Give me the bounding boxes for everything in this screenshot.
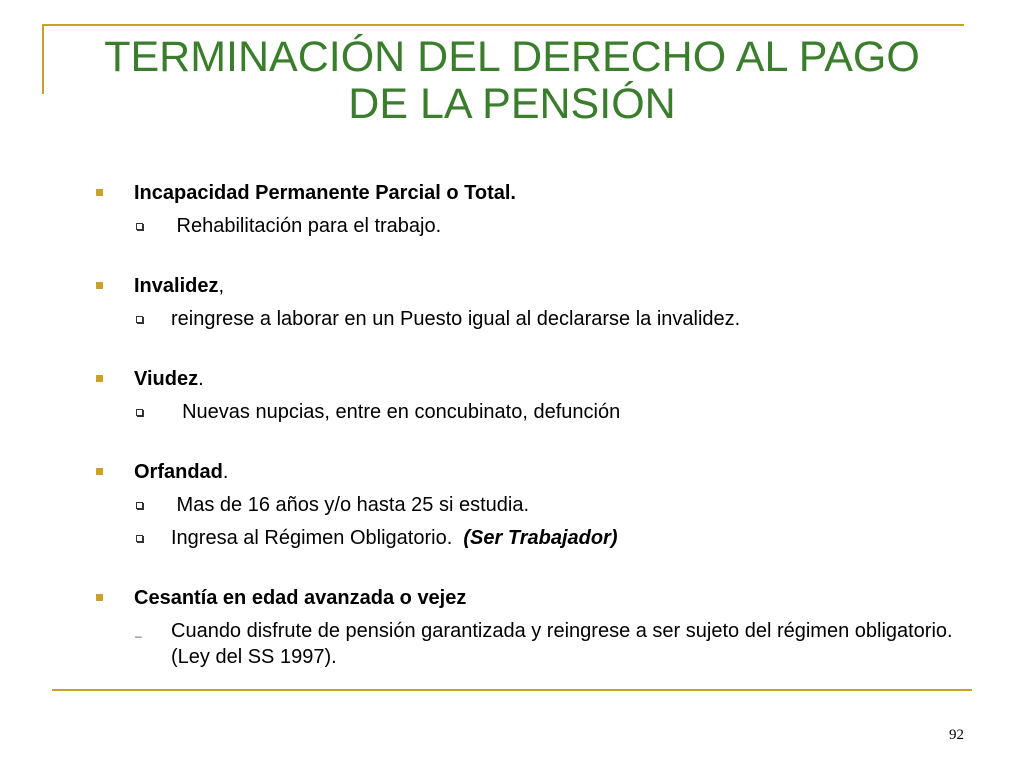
dash-bullet-icon: – <box>135 629 142 643</box>
title-line-1: TERMINACIÓN DEL DERECHO AL PAGO <box>104 33 920 81</box>
bullet-list <box>96 180 976 670</box>
list-item-viudez <box>96 366 976 425</box>
hollow-square-bullet-icon <box>136 316 143 323</box>
slide-title <box>52 34 972 128</box>
sub-item-text: reingrese a laborar en un Puesto igual al declararse la invalidez. <box>171 308 741 330</box>
item-heading-suffix: . <box>222 461 229 483</box>
sub-item-text: Rehabilitación para el trabajo. <box>171 215 442 237</box>
square-bullet-icon <box>96 375 103 382</box>
sub-item-text: Mas de 16 años y/o hasta 25 si estudia. <box>171 494 529 516</box>
page-number: 92 <box>949 727 964 743</box>
square-bullet-icon <box>96 282 103 289</box>
list-item-invalidez <box>96 273 976 332</box>
item-heading: Invalidez <box>134 275 219 297</box>
item-heading: Orfandad <box>134 461 223 483</box>
square-bullet-icon <box>96 468 103 475</box>
frame-left-line <box>42 24 44 94</box>
item-heading-suffix: , <box>218 275 225 297</box>
hollow-square-bullet-icon <box>136 409 143 416</box>
frame-top-line <box>42 24 964 26</box>
sub-item-text: Ingresa al Régimen Obligatorio. <box>171 527 464 549</box>
hollow-square-bullet-icon <box>136 535 143 542</box>
sub-item-text: Cuando disfrute de pensión garantizada y reingrese a ser sujeto del régimen obligatorio. (Ley del SS 1997). <box>171 620 953 668</box>
frame-bottom-line <box>52 689 972 691</box>
list-item-incapacidad <box>96 180 976 239</box>
hollow-square-bullet-icon <box>136 502 143 509</box>
sub-item-emphasis: (Ser Trabajador) <box>463 527 618 549</box>
list-item-cesantia <box>96 585 976 670</box>
item-heading: Viudez <box>134 368 199 390</box>
list-item-orfandad <box>96 459 976 551</box>
square-bullet-icon <box>96 189 103 196</box>
hollow-square-bullet-icon <box>136 223 143 230</box>
title-line-2: DE LA PENSIÓN <box>348 80 676 128</box>
item-heading-suffix: . <box>198 368 204 390</box>
sub-item-text: Nuevas nupcias, entre en concubinato, defunción <box>171 401 621 423</box>
item-heading: Cesantía en edad avanzada o vejez <box>134 587 467 609</box>
square-bullet-icon <box>96 594 103 601</box>
item-heading: Incapacidad Permanente Parcial o Total. <box>134 182 516 204</box>
